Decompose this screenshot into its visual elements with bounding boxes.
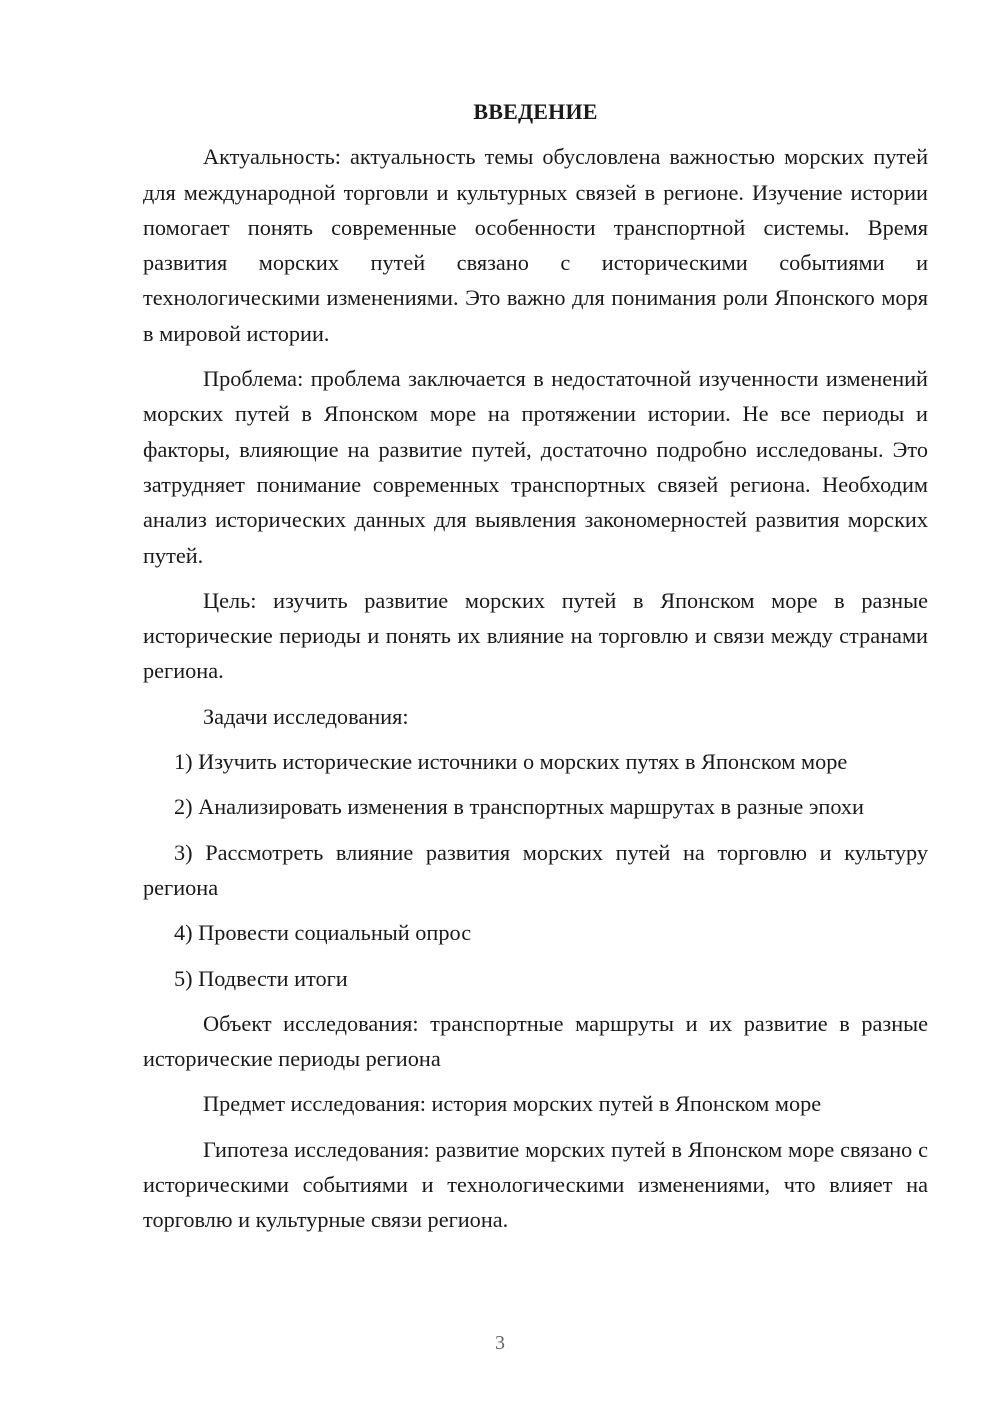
paragraph-goal: Цель: изучить развитие морских путей в Японском море в разные исторические периоды и понять их влияние на торговлю и связи между странами региона. bbox=[143, 587, 928, 684]
paragraph-subject: Предмет исследования: история морских путей в Японском море bbox=[203, 1091, 822, 1117]
page-number: 3 bbox=[495, 1332, 505, 1354]
paragraph-hypothesis: Гипотеза исследования: развитие морских путей в Японском море связано с историческими событиями и технологическими изменениями, что влияет на торговлю и культурные связи региона. bbox=[143, 1136, 928, 1233]
document-page bbox=[143, 94, 928, 1248]
section-title: ВВЕДЕНИЕ bbox=[473, 99, 598, 124]
task-item-3: 3) Рассмотреть влияние развития морских путей на торговлю и культуру региона bbox=[143, 839, 928, 900]
task-item-4: 4) Провести социальный опрос bbox=[174, 920, 472, 946]
tasks-heading: Задачи исследования: bbox=[203, 703, 409, 729]
task-item-2: 2) Анализировать изменения в транспортных маршрутах в разные эпохи bbox=[174, 794, 864, 820]
paragraph-problem: Проблема: проблема заключается в недостаточной изученности изменений морских путей в Японском море на протяжении истории. Не все периоды и факторы, влияющие на развитие путей, достаточно подробно исследованы. Это затрудняет понимание современных транспортных связей региона. Необходим анализ исторических данных для выявления закономерностей развития морских путей. bbox=[143, 366, 928, 568]
paragraph-object: Объект исследования: транспортные маршруты и их развитие в разные исторические периоды региона bbox=[143, 1010, 928, 1072]
task-item-1: 1) Изучить исторические источники о морских путях в Японском море bbox=[174, 749, 848, 775]
paragraph-relevance: Актуальность: актуальность темы обусловлена важностью морских путей для международной торговли и культурных связей в регионе. Изучение истории помогает понять современные особенности транспортной системы. Время развития морских путей связано с историческими событиями и технологическими изменениями. Это важно для понимания роли Японского моря в мировой истории. bbox=[143, 144, 928, 346]
task-item-5: 5) Подвести итоги bbox=[174, 965, 348, 991]
